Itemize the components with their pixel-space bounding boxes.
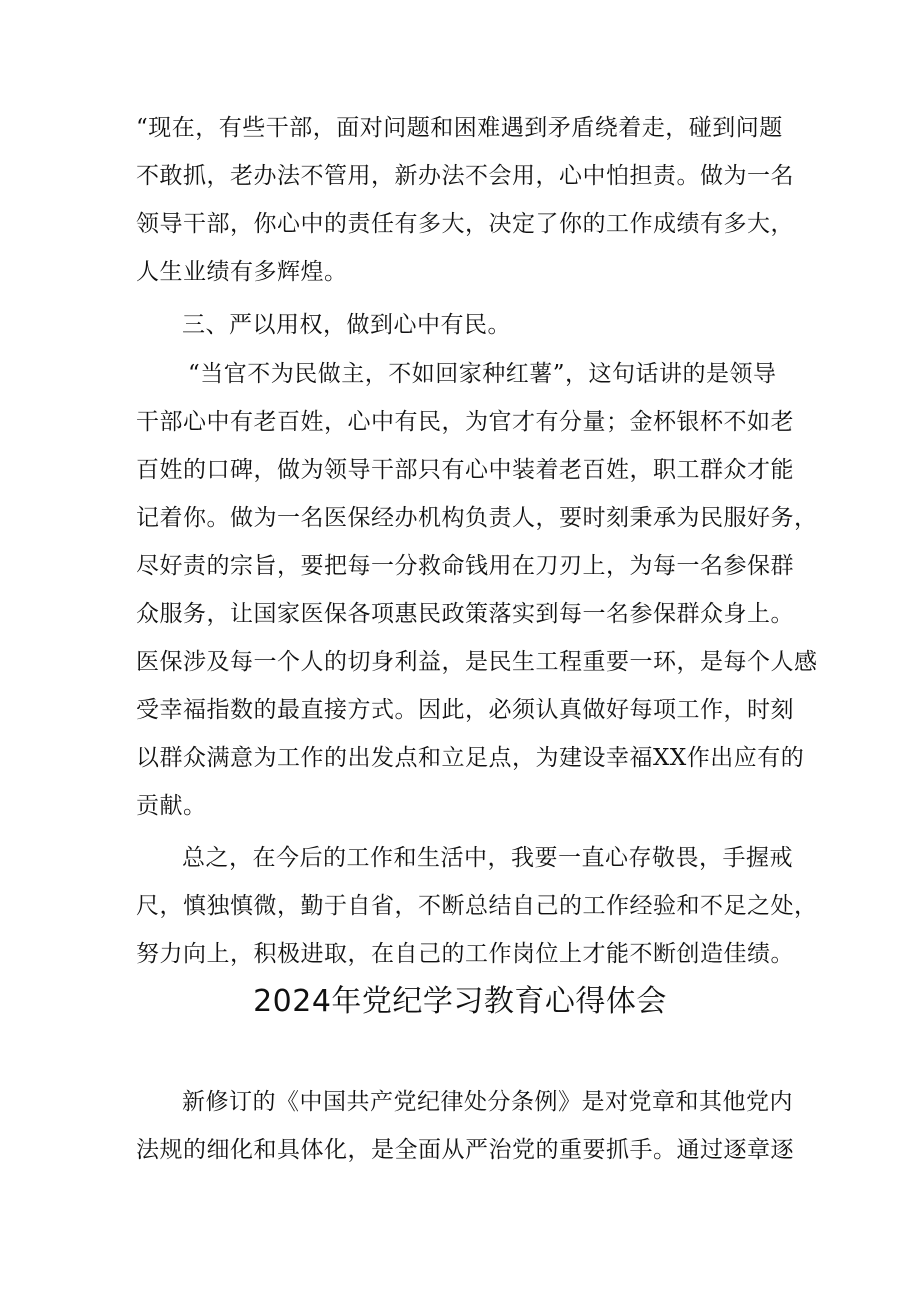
- paragraph-3-line-2: 尺，慎独慎微，勤于自省，不断总结自己的工作经验和不足之处，: [136, 893, 818, 919]
- section-heading: 三、严以用权，做到心中有民。: [182, 312, 511, 338]
- paragraph-1-line-2: 不敢抓，老办法不管用，新办法不会用，心中怕担责。做为一名: [136, 163, 794, 189]
- paragraph-3-line-1: 总之，在今后的工作和生活中，我要一直心存敬畏，手握戒: [182, 845, 793, 871]
- paragraph-2-line-2: 干部心中有老百姓，心中有民，为官才有分量；金杯银杯不如老: [136, 409, 794, 435]
- paragraph-2-line-10: 贡献。: [136, 793, 207, 819]
- paragraph-1-line-3: 领导干部，你心中的责任有多大，决定了你的工作成绩有多大，: [136, 211, 794, 237]
- paragraph-3-line-3: 努力向上，积极进取，在自己的工作岗位上才能不断创造佳绩。: [136, 941, 794, 967]
- paragraph-2-line-6: 众服务，让国家医保各项惠民政策落实到每一名参保群众身上。: [136, 601, 794, 627]
- paragraph-1-line-4: 人生业绩有多辉煌。: [136, 259, 348, 285]
- paragraph-2-line-8: 受幸福指数的最直接方式。因此，必须认真做好每项工作，时刻: [136, 697, 794, 723]
- article-title: 2024年党纪学习教育心得体会: [253, 984, 667, 1019]
- paragraph-2-line-9: 以群众满意为工作的出发点和立足点，为建设幸福XX作出应有的: [136, 745, 805, 771]
- paragraph-1-line-1: “现在，有些干部，面对问题和困难遇到矛盾绕着走，碰到问题: [136, 115, 783, 141]
- paragraph-2-line-1: “当官不为民做主，不如回家种红薯”，这句话讲的是领导: [188, 361, 777, 387]
- paragraph-2-line-7: 医保涉及每一个人的切身利益，是民生工程重要一环，是每个人感: [136, 649, 818, 675]
- paragraph-2-line-5: 尽好责的宗旨，要把每一分救命钱用在刀刃上，为每一名参保群: [136, 553, 794, 579]
- paragraph-4-line-1: 新修订的《中国共产党纪律处分条例》是对党章和其他党内: [182, 1089, 793, 1115]
- paragraph-2-line-3: 百姓的口碑，做为领导干部只有心中装着老百姓，职工群众才能: [136, 457, 794, 483]
- paragraph-2-line-4: 记着你。做为一名医保经办机构负责人，要时刻秉承为民服好务，: [136, 505, 818, 531]
- paragraph-4-line-2: 法规的细化和具体化，是全面从严治党的重要抓手。通过逐章逐: [136, 1137, 794, 1163]
